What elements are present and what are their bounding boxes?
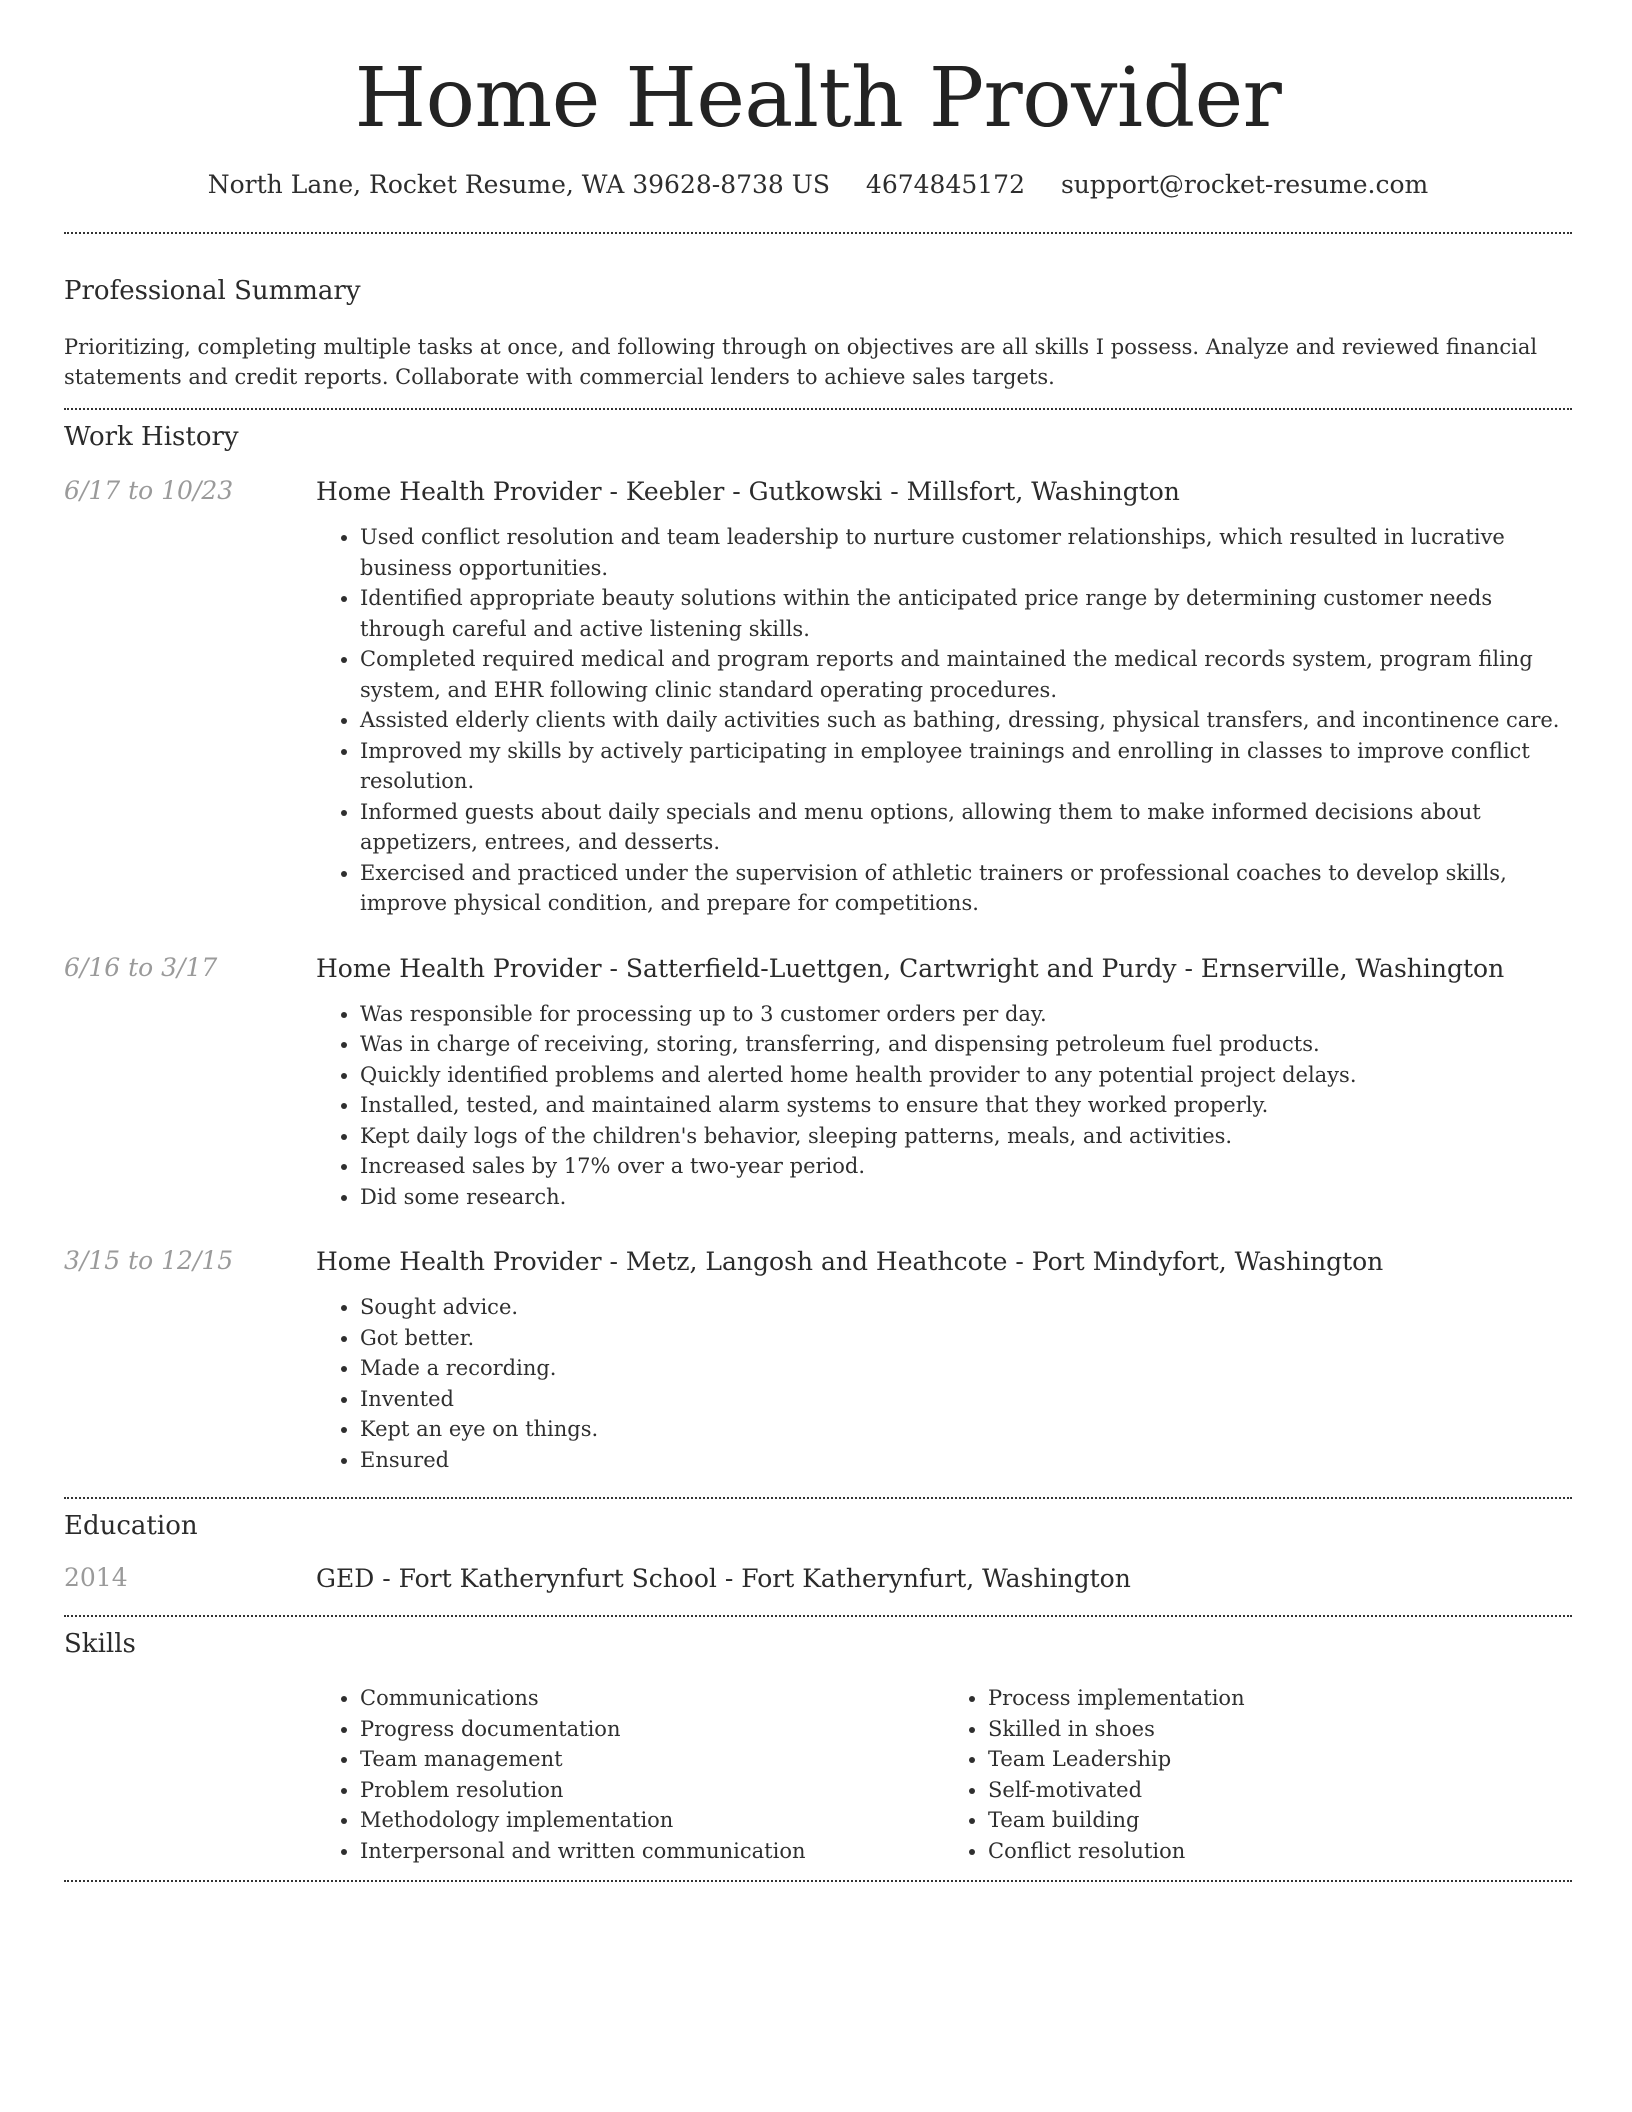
skill-item: • Methodology implementation [360,1805,944,1836]
list-item: • Quickly identified problems and alerted home health provider to any potential project delays. [360,1060,1572,1091]
contact-line [64,170,1572,199]
list-item: • Got better. [360,1323,1572,1354]
divider [64,1615,1572,1617]
job-dates: 6/17 to 10/23 [64,476,234,506]
job-entry [64,953,1572,1213]
list-item: • Exercised and practiced under the supervision of athletic trainers or professional coaches to develop skills, improve physical condition, and prepare for competitions. [360,858,1572,919]
list-item: • Sought advice. [360,1292,1572,1323]
job-dates: 6/16 to 3/17 [64,952,218,982]
job-title: Home Health Provider - Metz, Langosh and Heathcote - Port Mindyfort, Washington [316,1247,1384,1277]
list-item: • Completed required medical and program reports and maintained the medical records system, program filing system, and EHR following clinic standard operating procedures. [360,644,1572,705]
education-title: GED - Fort Katherynfurt School - Fort Katherynfurt, Washington [316,1564,1131,1594]
job-dates: 3/15 to 12/15 [64,1246,234,1276]
job-title: Home Health Provider - Keebler - Gutkowski - Millsfort, Washington [316,477,1180,507]
contact-email: support@rocket-resume.com [1060,170,1429,200]
skill-item: • Conflict resolution [988,1836,1572,1867]
job-bullets [316,522,1572,919]
divider [64,1497,1572,1499]
education-entry [64,1563,1572,1595]
resume-name: Home Health Provider [354,51,1282,146]
skill-item: • Problem resolution [360,1775,944,1806]
list-item: • Informed guests about daily specials and menu options, allowing them to make informed decisions about appetizers, entrees, and desserts. [360,797,1572,858]
skill-item: • Team building [988,1805,1572,1836]
job-bullets [316,999,1572,1213]
list-item: • Did some research. [360,1182,1572,1213]
list-item: • Invented [360,1384,1572,1415]
list-item: • Improved my skills by actively participating in employee trainings and enrolling in classes to improve conflict resolution. [360,736,1572,797]
section-title-work-history: Work History [64,422,239,453]
list-item: • Increased sales by 17% over a two-year period. [360,1151,1572,1182]
job-title: Home Health Provider - Satterfield-Luettgen, Cartwright and Purdy - Ernserville, Washington [316,953,1505,983]
list-item: • Identified appropriate beauty solutions within the anticipated price range by determining customer needs through careful and active listening skills. [360,583,1572,644]
skill-item: • Skilled in shoes [988,1714,1572,1745]
skills-grid [316,1683,1572,1866]
section-title-skills: Skills [64,1629,136,1660]
list-item: • Installed, tested, and maintained alarm systems to ensure that they worked properly. [360,1090,1572,1121]
divider [64,408,1572,410]
skills-list-left [316,1683,944,1866]
list-item: • Used conflict resolution and team leadership to nurture customer relationships, which resulted in lucrative business opportunities. [360,522,1572,583]
section-title-education: Education [64,1511,198,1542]
list-item: • Assisted elderly clients with daily activities such as bathing, dressing, physical transfers, and incontinence care. [360,705,1572,736]
job-entry [64,476,1572,919]
skills-list-right [944,1683,1572,1866]
section-title-summary: Professional Summary [64,276,361,307]
divider [64,232,1572,234]
skill-item: • Team management [360,1744,944,1775]
divider [64,1880,1572,1882]
education-year: 2014 [64,1563,128,1593]
list-item: • Was responsible for processing up to 3 customer orders per day. [360,999,1572,1030]
resume-page [64,0,1572,1882]
summary-text: Prioritizing, completing multiple tasks at once, and following through on objectives are all skills I possess. Analyze and reviewed financial statements and credit reports. Collaborate with commercial lenders to achieve sales targets. [64,335,1538,390]
skill-item: • Communications [360,1683,944,1714]
contact-address: North Lane, Rocket Resume, WA 39628-8738 US [207,170,830,200]
list-item: • Was in charge of receiving, storing, transferring, and dispensing petroleum fuel products. [360,1029,1572,1060]
list-item: • Kept an eye on things. [360,1414,1572,1445]
skill-item: • Progress documentation [360,1714,944,1745]
job-entry [64,1246,1572,1475]
skill-item: • Interpersonal and written communication [360,1836,944,1867]
skill-item: • Process implementation [988,1683,1572,1714]
list-item: • Kept daily logs of the children's behavior, sleeping patterns, meals, and activities. [360,1121,1572,1152]
list-item: • Made a recording. [360,1353,1572,1384]
contact-phone: 4674845172 [865,170,1025,200]
job-bullets [316,1292,1572,1475]
list-item: • Ensured [360,1445,1572,1476]
skill-item: • Team Leadership [988,1744,1572,1775]
skill-item: • Self-motivated [988,1775,1572,1806]
